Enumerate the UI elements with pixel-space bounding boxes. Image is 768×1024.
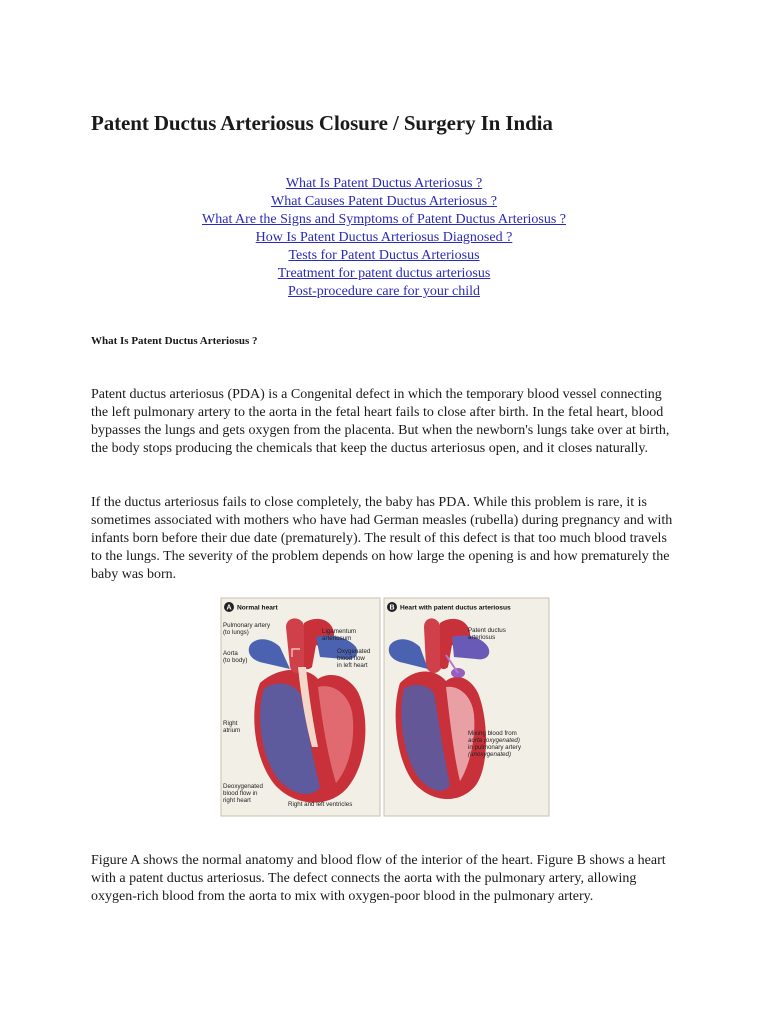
paragraph-definition: Patent ductus arteriosus (PDA) is a Congenital defect in which the temporary blood vessel connecting the left pulmonary artery to the aorta in the fetal heart fails to close after birth. In the fetal heart, blood bypasses the lungs and gets oxygen from the placenta. But when the newborn's lungs take over at birth, the body stops producing the chemicals that keep the ductus arteriosus open, and it closes naturally.: [91, 387, 670, 456]
toc-link-what-is[interactable]: What Is Patent Ductus Arteriosus ?: [285, 176, 483, 191]
label-patent-ductus-2: arteriosus: [468, 634, 496, 641]
label-ligamentum: Ligamentum: [322, 628, 357, 635]
toc-link-post-procedure[interactable]: Post-procedure care for your child: [287, 284, 481, 299]
label-mixing-1: Mixing blood from: [468, 730, 517, 737]
panel-normal-heart: [221, 598, 380, 816]
toc-link-tests[interactable]: Tests for Patent Ductus Arteriosus: [288, 248, 480, 263]
page-title: Patent Ductus Arteriosus Closure / Surgery In India: [91, 111, 553, 135]
panel-b-title: Heart with patent ductus arteriosus: [400, 604, 511, 612]
panel-a-title: Normal heart: [237, 604, 278, 612]
label-oxygenated-3: in left heart: [337, 662, 368, 669]
label-arteriosum: arteriosum: [322, 635, 352, 642]
toc-link-symptoms[interactable]: What Are the Signs and Symptoms of Patent Ductus Arteriosus ?: [202, 212, 566, 227]
label-atrium: atrium: [223, 727, 241, 734]
label-mixing-3: in pulmonary artery: [468, 744, 521, 751]
toc-link-diagnosis[interactable]: How Is Patent Ductus Arteriosus Diagnosed ?: [255, 230, 513, 245]
label-mixing-2: aorta (oxygenated): [468, 737, 520, 744]
label-ventricles: Right and left ventricles: [288, 801, 353, 808]
label-pulmonary-artery: Pulmonary artery: [223, 622, 271, 629]
label-deoxygenated-3: right heart: [223, 797, 251, 804]
paragraph-figure-caption: Figure A shows the normal anatomy and blood flow of the interior of the heart. Figure B shows a heart with a patent ductus arteriosus. The defect connects the aorta with the pulmonary artery, allowing oxygen-rich blood from the aorta to mix with oxygen-poor blood in the pulmonary artery.: [91, 853, 666, 904]
toc-link-treatment[interactable]: Treatment for patent ductus arteriosus: [277, 266, 491, 281]
paragraph-causes: If the ductus arteriosus fails to close completely, the baby has PDA. While this problem is rare, it is sometimes associated with mothers who have had German measles (rubella) during pregnancy and with infants born before their due date (prematurely). The result of this defect is that too much blood travels to the lungs. The severity of the problem depends on how large the opening is and how prematurely the baby was born.: [91, 495, 673, 582]
panel-pda-heart: [384, 598, 549, 816]
panel-a-badge-letter: A: [226, 604, 232, 612]
panel-b-badge-letter: B: [389, 604, 395, 612]
label-oxygenated-2: blood flow: [337, 655, 365, 662]
section-heading: What Is Patent Ductus Arteriosus ?: [91, 335, 258, 347]
heart-diagram-figure: [220, 597, 550, 817]
label-deoxygenated-2: blood flow in: [223, 790, 258, 797]
table-of-contents: [91, 175, 677, 301]
label-to-lungs: (to lungs): [223, 629, 249, 636]
label-to-body: (to body): [223, 657, 248, 664]
label-oxygenated-1: Oxygenated: [337, 648, 371, 655]
label-right: Right: [223, 720, 238, 727]
label-patent-ductus-1: Patent ductus: [468, 627, 506, 634]
toc-link-causes[interactable]: What Causes Patent Ductus Arteriosus ?: [271, 194, 497, 209]
label-mixing-4: (unoxygenated): [468, 751, 511, 758]
label-aorta: Aorta: [223, 650, 238, 657]
label-deoxygenated-1: Deoxygenated: [223, 783, 263, 790]
